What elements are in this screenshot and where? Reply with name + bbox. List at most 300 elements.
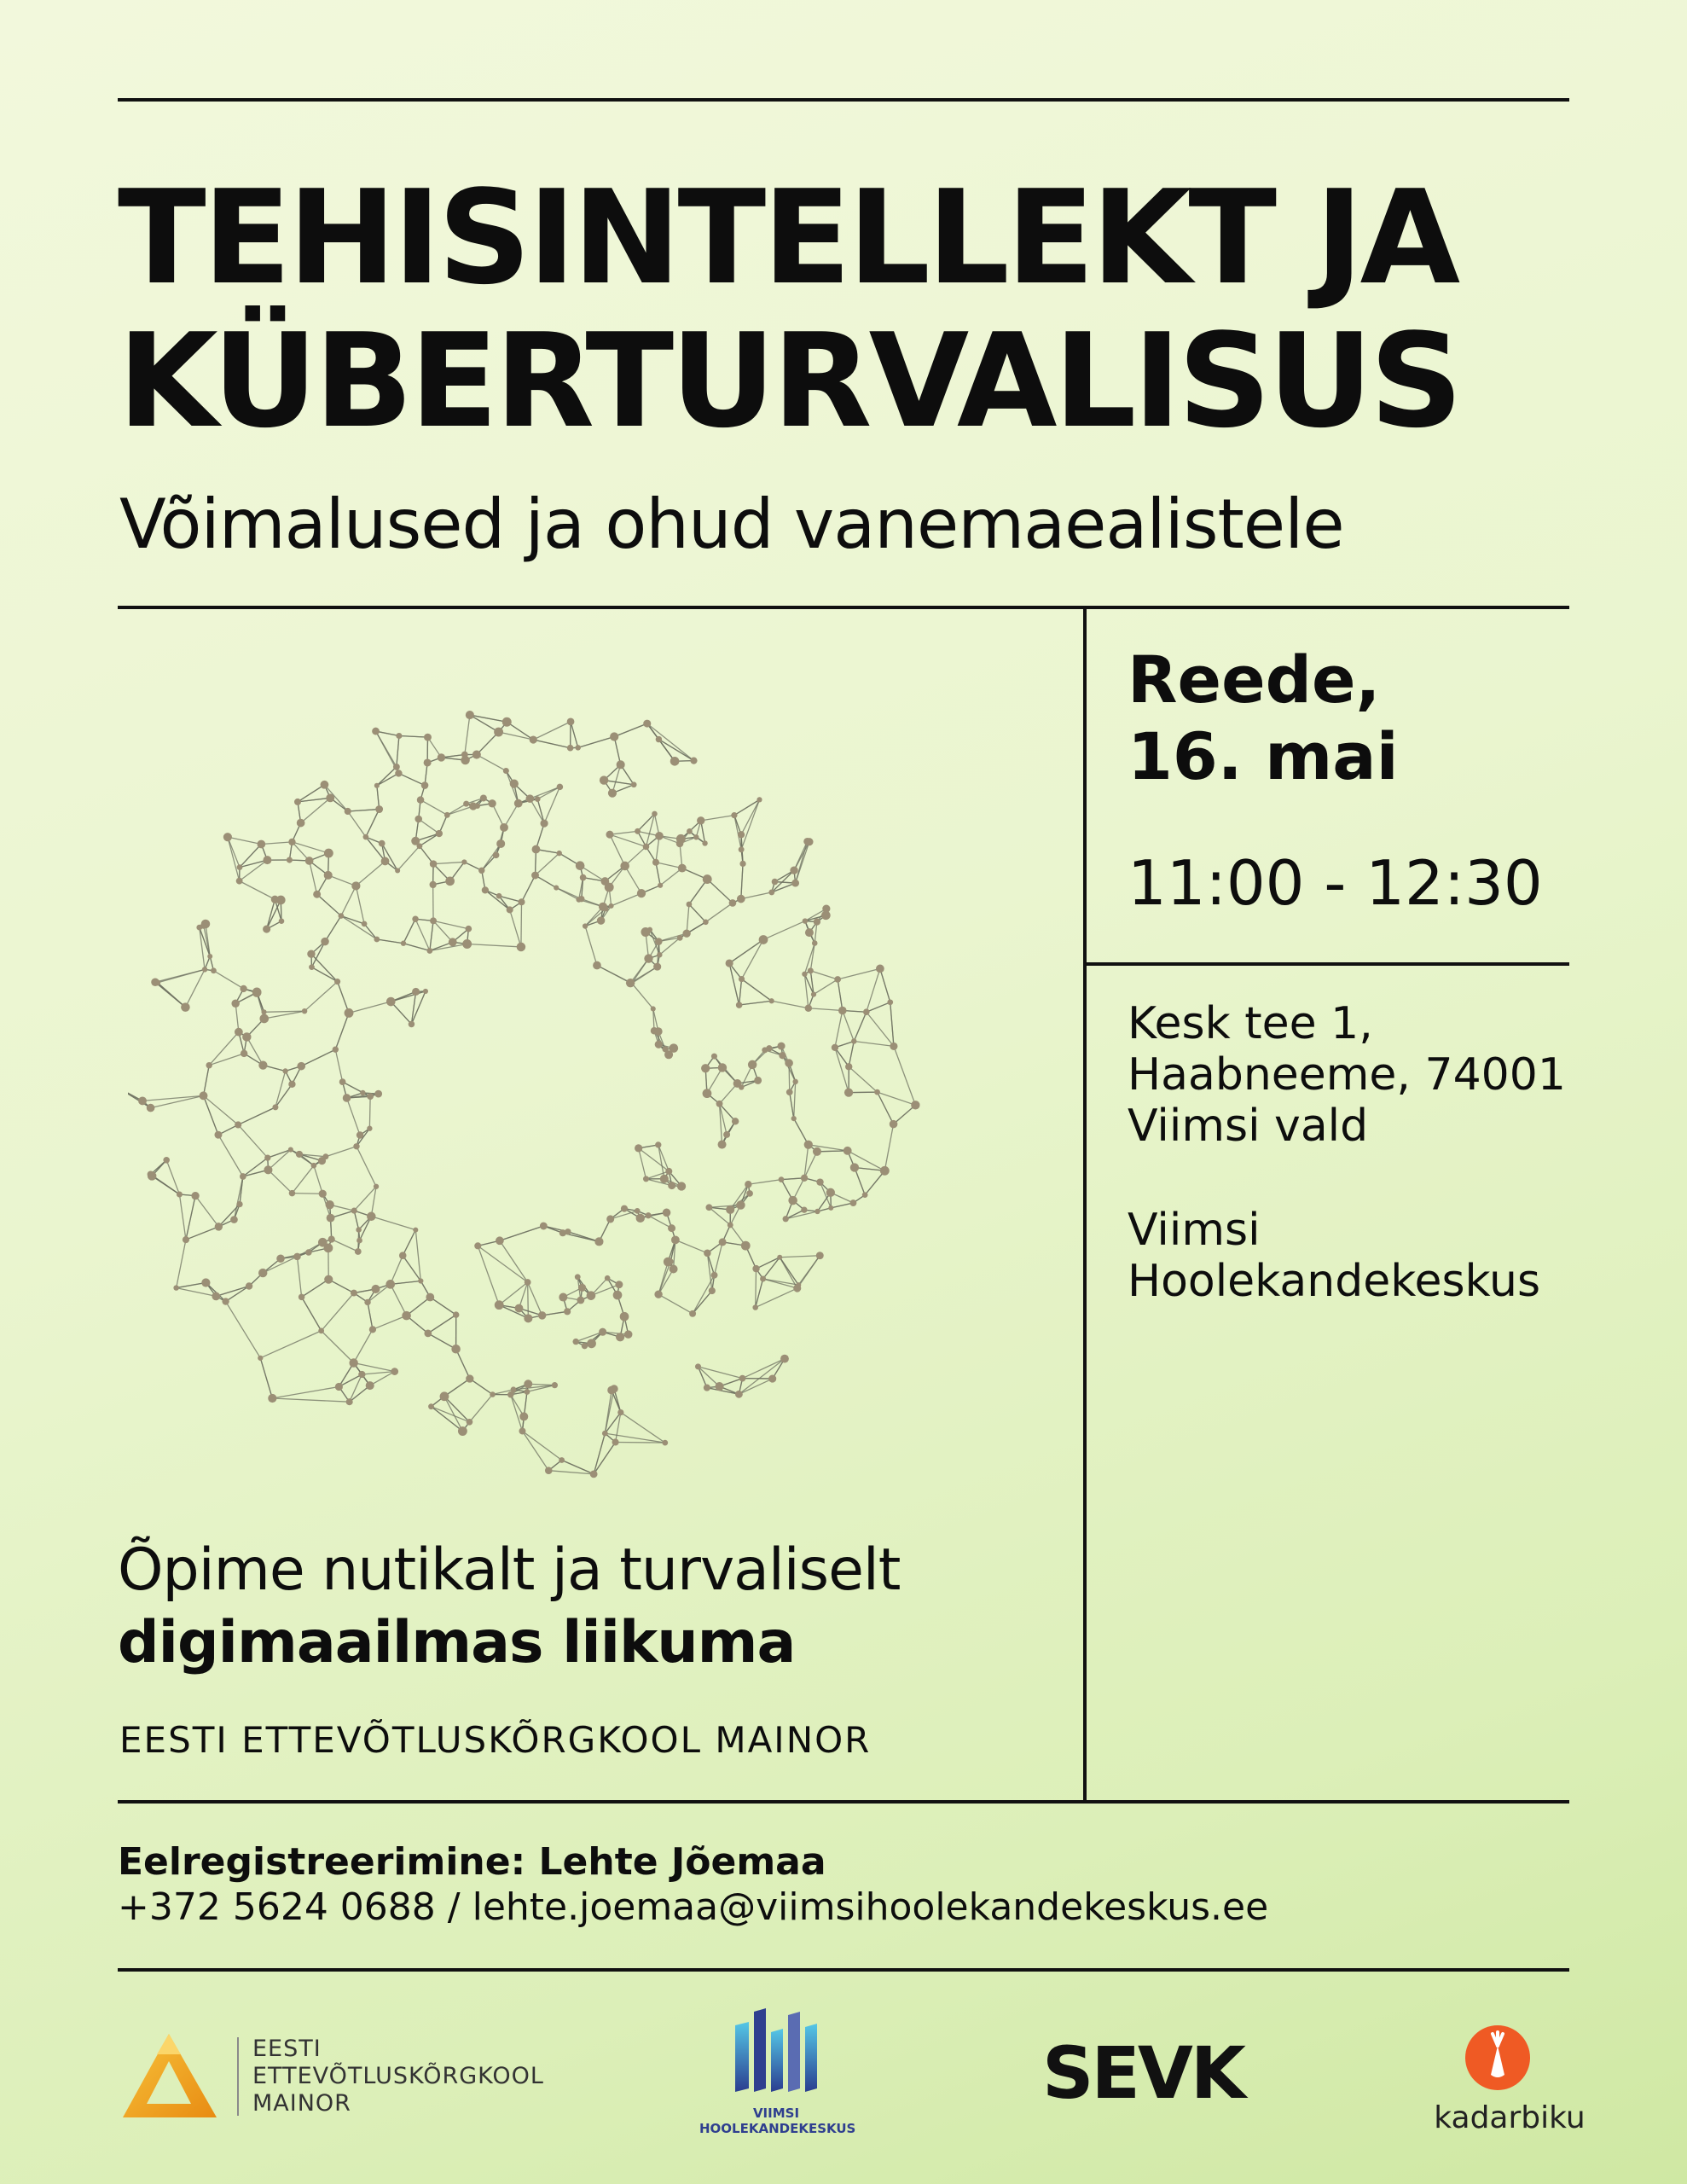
network-node bbox=[511, 1386, 517, 1392]
network-node bbox=[655, 1041, 663, 1048]
network-edge bbox=[477, 732, 499, 754]
network-node bbox=[490, 1391, 496, 1397]
network-edge bbox=[689, 880, 707, 904]
network-edge bbox=[630, 959, 648, 984]
network-node bbox=[769, 998, 774, 1003]
network-node bbox=[587, 1291, 596, 1300]
network-edge bbox=[533, 722, 571, 740]
network-node bbox=[762, 1047, 768, 1053]
network-edge bbox=[226, 1302, 261, 1358]
network-node bbox=[813, 1147, 821, 1156]
network-edge bbox=[391, 991, 426, 1002]
network-node bbox=[849, 1199, 856, 1206]
network-node bbox=[367, 1126, 372, 1131]
network-node bbox=[677, 1182, 686, 1190]
network-edge bbox=[301, 798, 331, 822]
network-node bbox=[678, 864, 687, 873]
network-edge bbox=[465, 715, 470, 754]
network-edge bbox=[373, 1316, 407, 1329]
network-node bbox=[801, 1175, 808, 1182]
network-edge bbox=[275, 1071, 286, 1107]
network-node bbox=[258, 1061, 267, 1070]
network-edge bbox=[854, 1041, 894, 1046]
network-node bbox=[567, 718, 575, 726]
network-node bbox=[372, 728, 380, 735]
network-node bbox=[381, 857, 390, 866]
network-edge bbox=[341, 886, 356, 915]
network-edge bbox=[477, 755, 507, 771]
network-node bbox=[401, 941, 406, 946]
network-node bbox=[177, 1191, 183, 1197]
event-time: 11:00 - 12:30 bbox=[1128, 847, 1543, 919]
network-node bbox=[616, 1333, 624, 1341]
network-node bbox=[530, 735, 537, 743]
network-edge bbox=[625, 866, 641, 893]
network-node bbox=[289, 1190, 296, 1197]
network-node bbox=[345, 808, 351, 815]
network-node bbox=[288, 1081, 295, 1088]
network-node bbox=[752, 1304, 758, 1310]
network-node bbox=[510, 779, 519, 787]
network-edge bbox=[742, 939, 763, 979]
network-edge bbox=[867, 968, 880, 1012]
top-rule bbox=[118, 98, 1569, 102]
network-node bbox=[258, 1356, 263, 1361]
network-edge bbox=[403, 1230, 415, 1256]
footer-rule bbox=[118, 1968, 1569, 1972]
network-edge bbox=[397, 846, 420, 871]
network-node bbox=[374, 1184, 379, 1189]
network-node bbox=[207, 954, 212, 959]
network-node bbox=[624, 1330, 632, 1338]
network-edge bbox=[756, 1269, 757, 1307]
network-node bbox=[826, 1188, 835, 1197]
network-edge bbox=[430, 1298, 455, 1316]
network-node bbox=[445, 876, 455, 886]
network-node bbox=[670, 1265, 678, 1274]
network-node bbox=[593, 961, 601, 970]
organizer-name: EESTI ETTEVÕTLUSKÕRGKOOL MAINOR bbox=[119, 1719, 872, 1761]
network-node bbox=[808, 967, 814, 973]
network-node bbox=[612, 1438, 619, 1445]
network-node bbox=[655, 832, 664, 840]
network-edge bbox=[369, 1096, 370, 1129]
network-edge bbox=[658, 1294, 693, 1314]
network-edge bbox=[391, 1281, 421, 1284]
network-edge bbox=[790, 1092, 794, 1118]
network-node bbox=[305, 857, 314, 865]
network-node bbox=[493, 851, 500, 858]
network-node bbox=[371, 1285, 380, 1293]
network-node bbox=[421, 781, 429, 789]
network-node bbox=[461, 752, 468, 758]
network-node bbox=[231, 1000, 239, 1008]
network-node bbox=[777, 1255, 782, 1260]
network-edge bbox=[272, 1398, 349, 1402]
network-edge bbox=[884, 1124, 893, 1171]
network-edge bbox=[594, 1433, 605, 1474]
network-node bbox=[890, 1120, 898, 1129]
network-edge bbox=[228, 837, 240, 880]
network-node bbox=[467, 1419, 473, 1426]
network-node bbox=[326, 1200, 334, 1209]
header-rule bbox=[118, 606, 1569, 609]
network-node bbox=[844, 1147, 852, 1155]
network-node bbox=[181, 1002, 190, 1012]
network-node bbox=[587, 1339, 596, 1348]
network-edge bbox=[748, 1180, 781, 1185]
network-node bbox=[271, 896, 279, 903]
network-node bbox=[652, 859, 659, 866]
network-node bbox=[723, 1131, 730, 1138]
network-node bbox=[703, 874, 712, 884]
network-node bbox=[572, 1339, 578, 1345]
network-node bbox=[418, 1278, 423, 1283]
network-edge bbox=[275, 1084, 292, 1107]
network-node bbox=[590, 1470, 598, 1478]
network-node bbox=[664, 1258, 673, 1267]
network-node bbox=[334, 979, 340, 985]
network-edge bbox=[419, 819, 439, 834]
network-node bbox=[324, 849, 333, 858]
network-edge bbox=[456, 1349, 470, 1379]
address-line-1: Kesk tee 1, bbox=[1128, 998, 1373, 1049]
network-node bbox=[324, 871, 333, 880]
network-node bbox=[252, 988, 262, 997]
network-node bbox=[299, 1294, 304, 1300]
network-edge bbox=[292, 1165, 313, 1193]
network-edge bbox=[756, 1279, 763, 1308]
network-node bbox=[615, 1281, 623, 1288]
network-node bbox=[215, 1223, 223, 1230]
network-node bbox=[524, 1314, 532, 1322]
network-node bbox=[296, 1151, 303, 1158]
network-node bbox=[671, 1235, 680, 1244]
network-edge bbox=[522, 1431, 561, 1460]
network-node bbox=[876, 965, 884, 973]
network-node bbox=[609, 903, 614, 909]
network-node bbox=[532, 845, 541, 854]
network-node bbox=[556, 851, 561, 856]
network-edge bbox=[865, 1170, 884, 1194]
network-node bbox=[351, 881, 360, 890]
network-node bbox=[805, 1005, 812, 1012]
network-node bbox=[670, 757, 680, 766]
network-edge bbox=[213, 971, 243, 989]
network-node bbox=[606, 831, 613, 839]
network-edge bbox=[377, 939, 403, 944]
network-edge bbox=[797, 1256, 820, 1288]
network-edge bbox=[238, 1107, 275, 1125]
network-node bbox=[424, 734, 432, 741]
network-node bbox=[631, 781, 637, 787]
network-node bbox=[657, 952, 662, 957]
network-node bbox=[676, 839, 684, 847]
network-node bbox=[803, 838, 811, 845]
network-node bbox=[635, 1144, 642, 1152]
network-node bbox=[658, 883, 663, 888]
network-node bbox=[812, 940, 818, 946]
network-node bbox=[458, 1426, 467, 1436]
network-node bbox=[357, 1238, 362, 1244]
network-node bbox=[786, 1089, 793, 1095]
network-node bbox=[235, 1121, 241, 1128]
network-node bbox=[668, 1182, 675, 1189]
network-node bbox=[815, 1209, 820, 1214]
network-node bbox=[653, 963, 661, 971]
network-edge bbox=[470, 1379, 493, 1394]
network-edge bbox=[741, 892, 772, 899]
network-node bbox=[695, 1363, 701, 1369]
network-node bbox=[736, 1002, 743, 1008]
network-edge bbox=[354, 1329, 373, 1362]
network-node bbox=[733, 1079, 742, 1088]
network-node bbox=[311, 1163, 317, 1169]
network-node bbox=[212, 1292, 220, 1301]
network-node bbox=[711, 1272, 718, 1279]
event-date bbox=[1128, 642, 1399, 795]
network-edge bbox=[297, 1257, 301, 1297]
network-node bbox=[424, 758, 432, 766]
network-node bbox=[540, 1223, 548, 1230]
network-node bbox=[327, 1214, 335, 1223]
network-node bbox=[339, 1078, 346, 1085]
network-edge bbox=[478, 1246, 499, 1304]
network-edge bbox=[742, 979, 772, 1002]
network-node bbox=[500, 823, 508, 832]
network-node bbox=[576, 897, 581, 902]
network-edge bbox=[415, 1230, 420, 1281]
network-node bbox=[391, 1368, 398, 1375]
network-node bbox=[237, 864, 243, 870]
network-edge bbox=[302, 1280, 329, 1298]
network-edge bbox=[304, 982, 338, 1012]
network-node bbox=[739, 1375, 746, 1382]
network-edge bbox=[867, 1012, 894, 1046]
network-node bbox=[704, 1250, 711, 1258]
network-node bbox=[636, 1214, 645, 1223]
network-node bbox=[367, 1093, 374, 1100]
network-edge bbox=[528, 1282, 542, 1316]
network-edge bbox=[521, 902, 522, 947]
network-node bbox=[264, 1165, 272, 1174]
network-node bbox=[366, 1381, 374, 1390]
network-node bbox=[687, 828, 693, 834]
network-edge bbox=[332, 1240, 358, 1252]
network-edge bbox=[240, 844, 261, 867]
network-edge bbox=[838, 968, 880, 979]
network-node bbox=[613, 1291, 623, 1300]
network-edge bbox=[789, 1063, 790, 1092]
network-node bbox=[605, 1275, 611, 1281]
network-node bbox=[357, 1131, 363, 1138]
network-edge bbox=[794, 1082, 796, 1118]
network-edge bbox=[338, 982, 349, 1014]
network-node bbox=[428, 1403, 434, 1409]
subtitle: Võimalused ja ohud vanemaealistele bbox=[119, 485, 1344, 564]
network-node bbox=[911, 1101, 919, 1109]
network-edge bbox=[272, 1386, 339, 1398]
registration-rule bbox=[118, 1800, 1569, 1804]
network-node bbox=[515, 1304, 524, 1313]
network-node bbox=[606, 1215, 614, 1223]
contact-separator: / bbox=[447, 1885, 461, 1929]
viimsi-bars-icon bbox=[728, 2007, 822, 2100]
network-node bbox=[816, 1178, 823, 1185]
network-edge bbox=[235, 1003, 239, 1031]
network-node bbox=[241, 1050, 248, 1058]
network-node bbox=[739, 861, 745, 867]
network-edge bbox=[325, 916, 341, 942]
network-node bbox=[374, 783, 380, 788]
network-node bbox=[326, 793, 334, 802]
network-node bbox=[716, 1101, 723, 1107]
network-node bbox=[424, 1330, 432, 1338]
network-edge bbox=[528, 1282, 529, 1318]
network-edge bbox=[705, 903, 733, 921]
network-node bbox=[374, 937, 380, 943]
registration-label: Eelregistreerimine: Lehte Jõemaa bbox=[118, 1840, 826, 1884]
network-edge bbox=[605, 1391, 612, 1434]
network-edge bbox=[604, 781, 634, 785]
network-node bbox=[583, 923, 588, 928]
network-node bbox=[151, 978, 159, 986]
network-edge bbox=[261, 842, 292, 845]
network-node bbox=[333, 1047, 339, 1053]
network-node bbox=[651, 1006, 656, 1011]
network-node bbox=[349, 1358, 357, 1367]
network-edge bbox=[348, 811, 366, 837]
network-edge bbox=[757, 1258, 780, 1269]
network-edge bbox=[741, 863, 743, 898]
contact-phone[interactable]: +372 5624 0688 bbox=[118, 1885, 436, 1929]
network-node bbox=[496, 839, 505, 848]
network-edge bbox=[780, 1256, 820, 1258]
network-node bbox=[804, 1141, 813, 1149]
network-node bbox=[355, 1248, 362, 1255]
network-node bbox=[191, 1192, 199, 1199]
network-edge bbox=[302, 1297, 322, 1331]
network-node bbox=[644, 954, 652, 962]
network-node bbox=[395, 868, 400, 873]
network-node bbox=[670, 1043, 679, 1053]
network-node bbox=[739, 976, 745, 982]
network-edge bbox=[260, 1358, 272, 1398]
network-node bbox=[788, 1196, 797, 1205]
network-node bbox=[791, 880, 799, 887]
network-node bbox=[803, 918, 808, 923]
network-node bbox=[791, 1116, 797, 1121]
network-edge bbox=[218, 1205, 240, 1227]
network-node bbox=[578, 1284, 586, 1292]
network-edge bbox=[341, 916, 364, 924]
network-node bbox=[838, 1007, 847, 1015]
network-node bbox=[552, 1382, 558, 1388]
network-node bbox=[880, 1166, 890, 1176]
network-node bbox=[321, 781, 329, 789]
network-edge bbox=[314, 1165, 322, 1194]
contact-email[interactable]: lehte.joemaa@viimsihoolekandekeskus.ee bbox=[472, 1885, 1269, 1929]
network-node bbox=[862, 1192, 868, 1198]
network-node bbox=[426, 948, 432, 954]
network-edge bbox=[428, 1315, 456, 1333]
network-node bbox=[703, 919, 709, 925]
network-node bbox=[736, 1200, 745, 1209]
network-node bbox=[519, 1427, 525, 1434]
network-node bbox=[535, 796, 541, 802]
network-node bbox=[246, 1282, 252, 1289]
network-node bbox=[363, 834, 369, 840]
network-node bbox=[496, 1236, 504, 1245]
kadarbiku-text: kadarbiku bbox=[1434, 2100, 1586, 2135]
network-node bbox=[411, 837, 420, 845]
network-node bbox=[343, 1094, 351, 1102]
network-edge bbox=[510, 909, 521, 946]
network-node bbox=[637, 889, 646, 897]
network-node bbox=[466, 1374, 473, 1382]
network-edge bbox=[693, 1291, 712, 1314]
network-edge bbox=[585, 926, 597, 966]
network-edge bbox=[195, 1196, 218, 1227]
network-edge bbox=[268, 1150, 291, 1159]
network-edge bbox=[354, 1363, 395, 1372]
network-node bbox=[689, 1310, 696, 1317]
network-node bbox=[345, 1008, 354, 1018]
network-node bbox=[580, 874, 587, 881]
network-node bbox=[779, 1176, 785, 1182]
network-node bbox=[396, 733, 402, 739]
network-node bbox=[608, 789, 617, 798]
network-edge bbox=[597, 966, 632, 984]
network-node bbox=[711, 1054, 717, 1060]
network-node bbox=[783, 1216, 789, 1222]
network-node bbox=[287, 857, 293, 863]
network-node bbox=[575, 745, 581, 751]
network-edge bbox=[240, 881, 275, 900]
network-node bbox=[507, 906, 513, 913]
network-node bbox=[731, 812, 737, 818]
network-node bbox=[147, 1104, 155, 1112]
network-edge bbox=[469, 1395, 492, 1422]
network-node bbox=[745, 1181, 751, 1188]
network-node bbox=[417, 796, 425, 804]
network-node bbox=[223, 833, 232, 841]
network-node bbox=[211, 967, 217, 973]
event-address bbox=[1128, 998, 1566, 1152]
network-node bbox=[719, 1238, 727, 1246]
network-node bbox=[297, 1062, 305, 1071]
network-node bbox=[739, 846, 745, 852]
mainor-logo-divider bbox=[237, 2037, 239, 2116]
network-node bbox=[351, 1290, 357, 1297]
network-node bbox=[240, 985, 246, 992]
network-edge bbox=[391, 1002, 411, 1024]
network-node bbox=[438, 753, 445, 761]
network-node bbox=[242, 1032, 251, 1041]
mainor-triangle-icon bbox=[118, 2029, 222, 2124]
network-node bbox=[652, 811, 658, 817]
network-node bbox=[816, 1252, 824, 1259]
network-node bbox=[461, 859, 467, 864]
network-edge bbox=[322, 1293, 354, 1331]
network-node bbox=[393, 764, 400, 770]
network-edge bbox=[403, 919, 415, 944]
network-node bbox=[545, 1467, 553, 1474]
title-line-1: TEHISINTELLEKT JA bbox=[118, 162, 1458, 313]
network-node bbox=[503, 768, 509, 774]
network-node bbox=[850, 1163, 859, 1171]
network-edge bbox=[571, 722, 578, 747]
